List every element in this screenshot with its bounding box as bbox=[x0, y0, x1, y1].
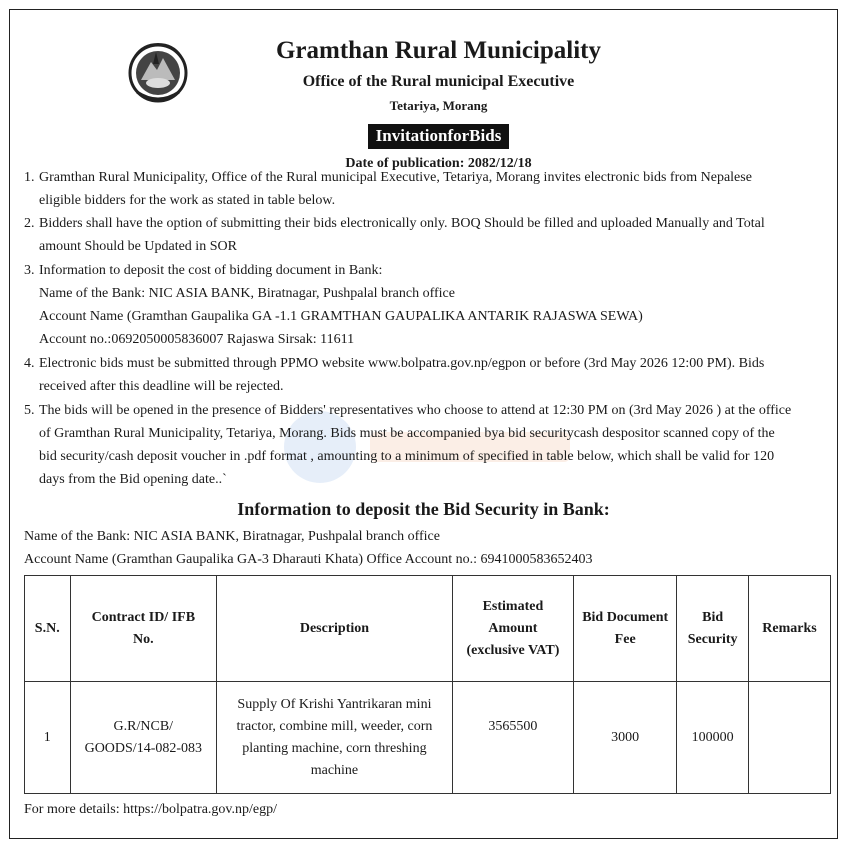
clause-line: received after this deadline will be rejected. bbox=[39, 379, 284, 394]
header-bid-document-fee bbox=[574, 576, 677, 682]
cell-remarks bbox=[749, 682, 831, 794]
clause-number: 4. bbox=[24, 356, 35, 371]
bid-security-bank-name: Name of the Bank: NIC ASIA BANK, Biratnagar, Pushpalal branch office bbox=[24, 529, 440, 544]
header-text: Bid bbox=[702, 609, 724, 625]
cell-text: G.R/NCB/ bbox=[113, 718, 174, 734]
clause-line: Bidders shall have the option of submitting their bids electronically only. BOQ Should be filled and uploaded Manually and Total bbox=[39, 216, 765, 231]
cell-sn: 1 bbox=[25, 682, 71, 794]
bid-security-heading: Information to deposit the Bid Security in Bank: bbox=[237, 499, 610, 519]
clause-line: bid security/cash deposit voucher in .pdf format , amounting to a minimum of specified in table below, which shall be valid for 120 bbox=[39, 449, 775, 464]
header-description: Description bbox=[217, 576, 453, 682]
municipality-title: Gramthan Rural Municipality bbox=[275, 37, 601, 64]
header-bid-security bbox=[677, 576, 749, 682]
header-sn: S.N. bbox=[25, 576, 71, 682]
clause-line: Information to deposit the cost of bidding document in Bank: bbox=[39, 263, 383, 278]
header-text: Amount bbox=[488, 620, 538, 636]
clause-number: 1. bbox=[24, 170, 35, 185]
bids-table bbox=[24, 575, 831, 794]
header-text: No. bbox=[133, 631, 154, 647]
cell-contract-id bbox=[70, 682, 217, 794]
clause-number: 3. bbox=[24, 263, 35, 278]
more-details-footer: For more details: https://bolpatra.gov.np/egp/ bbox=[24, 802, 277, 817]
clause-line: Account Name (Gramthan Gaupalika GA -1.1 GRAMTHAN GAUPALIKA ANTARIK RAJASWA SEWA) bbox=[39, 309, 643, 324]
bid-security-account: Account Name (Gramthan Gaupalika GA-3 Dharauti Khata) Office Account no.: 6941000583652403 bbox=[24, 552, 593, 567]
header-text: Contract ID/ IFB bbox=[91, 609, 196, 625]
cell-description: Supply Of Krishi Yantrikaran mini tractor, combine mill, weeder, corn planting machine, corn threshing machine bbox=[217, 682, 453, 794]
header-text: Fee bbox=[614, 631, 636, 647]
publication-date: Date of publication: 2082/12/18 bbox=[345, 156, 532, 171]
clause-3 bbox=[24, 259, 824, 351]
header-text: Estimated bbox=[482, 598, 544, 614]
clause-line: The bids will be opened in the presence of Bidders' representatives who choose to attend at 12:30 PM on (3rd May 2026 ) at the office bbox=[39, 403, 792, 418]
office-subtitle: Office of the Rural municipal Executive bbox=[302, 73, 575, 90]
clause-2 bbox=[24, 212, 824, 258]
table-row bbox=[25, 682, 831, 794]
clause-line: Account no.:0692050005836007 Rajaswa Sirsak: 11611 bbox=[39, 332, 355, 347]
table-header-row bbox=[25, 576, 831, 682]
header-remarks: Remarks bbox=[749, 576, 831, 682]
cell-text: GOODS/14-082-083 bbox=[84, 740, 203, 756]
clause-line: Gramthan Rural Municipality, Office of the Rural municipal Executive, Tetariya, Morang invites electronic bids from Nepalese bbox=[39, 170, 752, 185]
clause-4 bbox=[24, 352, 824, 398]
notice-type-banner bbox=[10, 124, 837, 149]
header-estimated-amount bbox=[452, 576, 573, 682]
header-text: (exclusive VAT) bbox=[466, 642, 560, 658]
clause-line: amount Should be Updated in SOR bbox=[39, 239, 237, 254]
clause-line: of Gramthan Rural Municipality, Tetariya, Morang. Bids must be accompanied bya bid securitycash despositor scanned copy of the bbox=[39, 426, 775, 441]
cell-bid-document-fee: 3000 bbox=[574, 682, 677, 794]
header-contract-id bbox=[70, 576, 217, 682]
cell-estimated-amount: 3565500 bbox=[452, 682, 573, 794]
clause-line: eligible bidders for the work as stated in table below. bbox=[39, 193, 336, 208]
clause-line: days from the Bid opening date..` bbox=[39, 472, 227, 487]
cell-bid-security: 100000 bbox=[677, 682, 749, 794]
clause-1 bbox=[24, 166, 824, 212]
clause-line: Electronic bids must be submitted through PPMO website www.bolpatra.gov.np/egpon or before (3rd May 2026 12:00 PM). Bids bbox=[39, 356, 765, 371]
notice-type-label: InvitationforBids bbox=[368, 124, 510, 149]
office-location: Tetariya, Morang bbox=[389, 98, 488, 113]
clause-5 bbox=[24, 399, 824, 491]
notice-page bbox=[9, 9, 838, 839]
clause-number: 5. bbox=[24, 403, 35, 418]
clause-line: Name of the Bank: NIC ASIA BANK, Biratnagar, Pushpalal branch office bbox=[39, 286, 455, 301]
clause-number: 2. bbox=[24, 216, 35, 231]
header-text: Security bbox=[687, 631, 738, 647]
header-text: Bid Document bbox=[582, 609, 669, 625]
